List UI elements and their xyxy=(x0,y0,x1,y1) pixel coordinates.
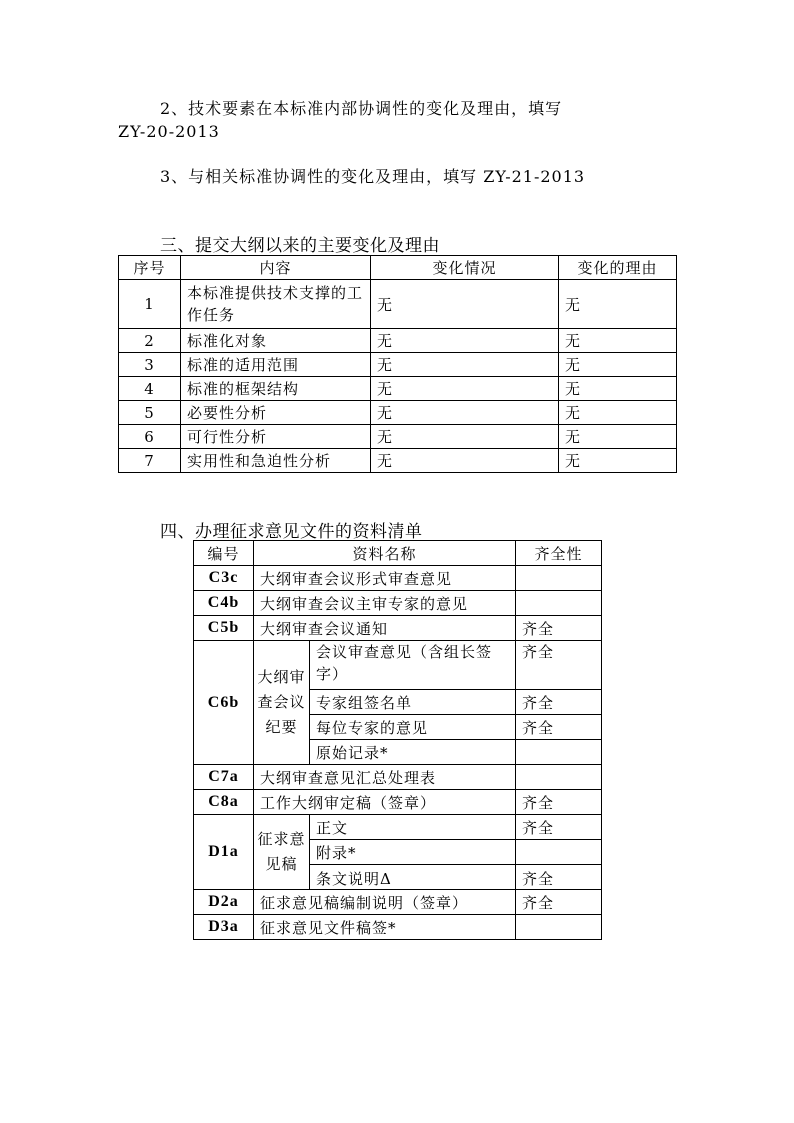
row-status: 齐全 xyxy=(516,865,602,890)
row-no: 7 xyxy=(119,449,181,473)
row-code: D2a xyxy=(194,890,254,915)
table-row xyxy=(194,790,602,815)
row-change: 无 xyxy=(371,425,559,449)
row-content: 标准化对象 xyxy=(181,329,371,353)
header-status: 齐全性 xyxy=(516,541,602,566)
header-name: 资料名称 xyxy=(254,541,516,566)
header-reason: 变化的理由 xyxy=(559,256,677,280)
table-row xyxy=(119,377,677,401)
row-group: 大纲审查会议纪要 xyxy=(254,641,310,765)
table-row xyxy=(194,591,602,616)
row-no: 6 xyxy=(119,425,181,449)
row-reason: 无 xyxy=(559,401,677,425)
row-name: 征求意见文件稿签* xyxy=(254,915,516,940)
row-no: 1 xyxy=(119,280,181,329)
paragraph-internal-coordination-line2: ZY-20-2013 xyxy=(118,122,220,141)
row-code: C6b xyxy=(194,641,254,765)
row-code: D3a xyxy=(194,915,254,940)
row-change: 无 xyxy=(371,401,559,425)
row-code: C7a xyxy=(194,765,254,790)
row-change: 无 xyxy=(371,280,559,329)
table-row xyxy=(119,425,677,449)
row-status xyxy=(516,740,602,765)
row-name: 大纲审查会议通知 xyxy=(254,616,516,641)
row-no: 5 xyxy=(119,401,181,425)
row-subitem: 原始记录* xyxy=(310,740,516,765)
table-row xyxy=(194,890,602,915)
row-content: 必要性分析 xyxy=(181,401,371,425)
table-header-row xyxy=(194,541,602,566)
row-name: 大纲审查会议主审专家的意见 xyxy=(254,591,516,616)
row-status: 齐全 xyxy=(516,641,602,690)
row-reason: 无 xyxy=(559,329,677,353)
row-reason: 无 xyxy=(559,280,677,329)
row-reason: 无 xyxy=(559,425,677,449)
row-status xyxy=(516,765,602,790)
row-change: 无 xyxy=(371,353,559,377)
row-status xyxy=(516,591,602,616)
table-row xyxy=(119,449,677,473)
row-content: 可行性分析 xyxy=(181,425,371,449)
table-row xyxy=(119,353,677,377)
row-subitem: 专家组签名单 xyxy=(310,690,516,715)
row-no: 3 xyxy=(119,353,181,377)
paragraph-internal-coordination-line1: 2、技术要素在本标准内部协调性的变化及理由，填写 xyxy=(160,99,563,118)
section3-title: 三、提交大纲以来的主要变化及理由 xyxy=(160,236,440,256)
row-reason: 无 xyxy=(559,449,677,473)
row-content: 标准的框架结构 xyxy=(181,377,371,401)
table-row xyxy=(194,616,602,641)
row-name: 工作大纲审定稿（签章） xyxy=(254,790,516,815)
row-reason: 无 xyxy=(559,377,677,401)
row-status: 齐全 xyxy=(516,815,602,840)
row-status: 齐全 xyxy=(516,616,602,641)
row-subitem: 会议审查意见（含组长签字） xyxy=(310,641,516,690)
section4-title: 四、办理征求意见文件的资料清单 xyxy=(160,522,423,542)
row-reason: 无 xyxy=(559,353,677,377)
row-subitem: 每位专家的意见 xyxy=(310,715,516,740)
row-status: 齐全 xyxy=(516,715,602,740)
table-row xyxy=(194,815,602,840)
paragraph-related-coordination: 3、与相关标准协调性的变化及理由，填写 ZY-21-2013 xyxy=(160,167,586,186)
row-status: 齐全 xyxy=(516,690,602,715)
table-row xyxy=(119,329,677,353)
header-code: 编号 xyxy=(194,541,254,566)
row-change: 无 xyxy=(371,329,559,353)
row-code: C8a xyxy=(194,790,254,815)
row-subitem: 附录* xyxy=(310,840,516,865)
table-row xyxy=(194,765,602,790)
header-content: 内容 xyxy=(181,256,371,280)
table-row xyxy=(194,915,602,940)
header-no: 序号 xyxy=(119,256,181,280)
table-row xyxy=(119,280,677,329)
row-code: C5b xyxy=(194,616,254,641)
row-status xyxy=(516,840,602,865)
row-subitem: 正文 xyxy=(310,815,516,840)
row-status xyxy=(516,915,602,940)
row-content: 本标准提供技术支撑的工作任务 xyxy=(181,280,371,329)
row-change: 无 xyxy=(371,449,559,473)
row-status xyxy=(516,566,602,591)
row-code: D1a xyxy=(194,815,254,890)
row-code: C4b xyxy=(194,591,254,616)
changes-table xyxy=(118,255,677,473)
table-header-row xyxy=(119,256,677,280)
materials-table xyxy=(193,540,602,940)
row-code: C3c xyxy=(194,566,254,591)
table-row xyxy=(119,401,677,425)
row-content: 标准的适用范围 xyxy=(181,353,371,377)
row-subitem: 条文说明Δ xyxy=(310,865,516,890)
row-name: 大纲审查会议形式审查意见 xyxy=(254,566,516,591)
row-change: 无 xyxy=(371,377,559,401)
row-content: 实用性和急迫性分析 xyxy=(181,449,371,473)
table-row xyxy=(194,566,602,591)
table-row xyxy=(194,641,602,690)
row-no: 4 xyxy=(119,377,181,401)
row-name: 征求意见稿编制说明（签章） xyxy=(254,890,516,915)
header-change: 变化情况 xyxy=(371,256,559,280)
row-status: 齐全 xyxy=(516,890,602,915)
row-no: 2 xyxy=(119,329,181,353)
row-name: 大纲审查意见汇总处理表 xyxy=(254,765,516,790)
row-status: 齐全 xyxy=(516,790,602,815)
row-group: 征求意见稿 xyxy=(254,815,310,890)
